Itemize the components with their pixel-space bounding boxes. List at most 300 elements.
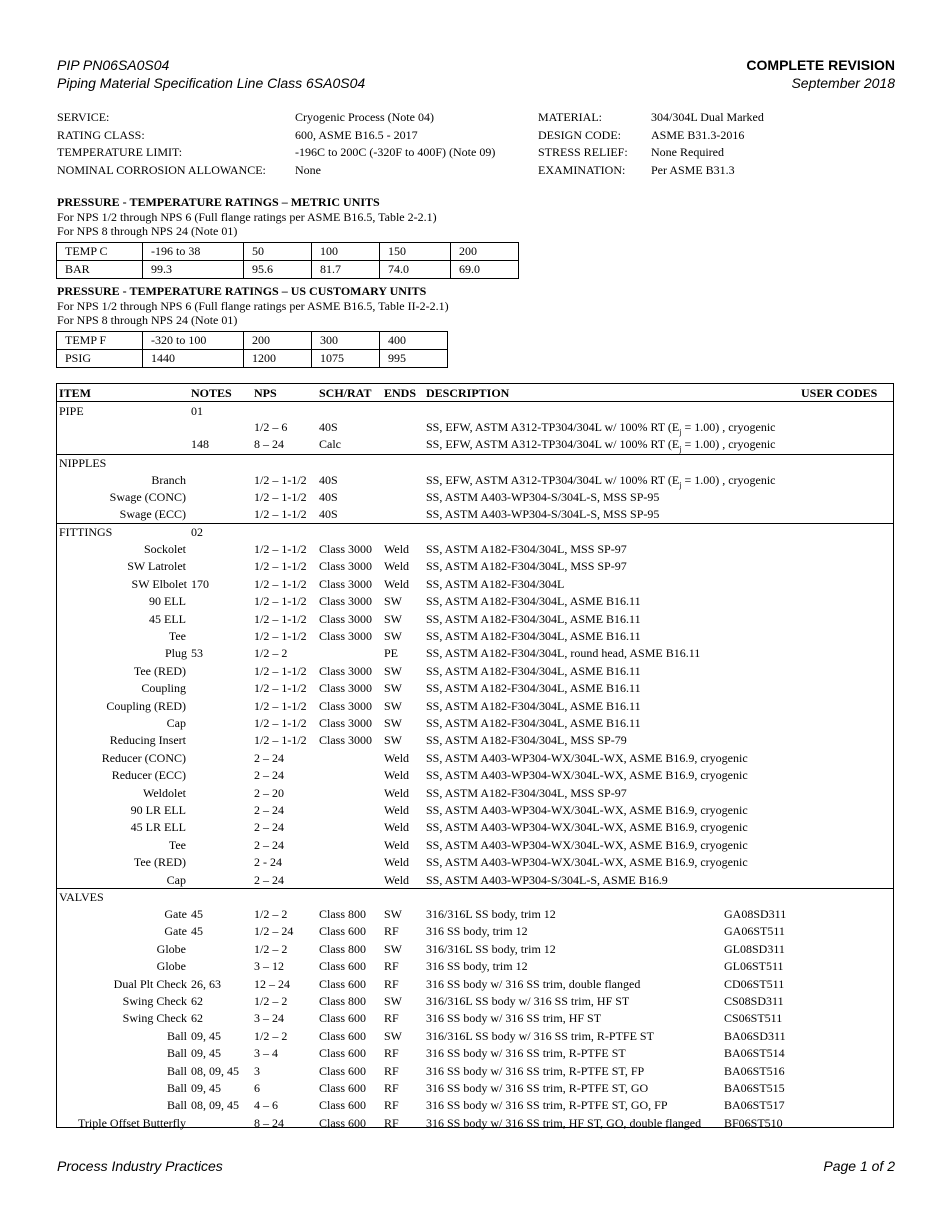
notes-cell: 45 xyxy=(191,907,203,921)
meta-label: TEMPERATURE LIMIT: xyxy=(57,145,183,159)
ends-cell: SW xyxy=(384,663,402,678)
user-code-cell: CS08SD311 xyxy=(724,994,784,1008)
sch-cell: Class 600 xyxy=(319,1011,367,1026)
item-cell: Ball xyxy=(167,1028,187,1043)
metric-title: PRESSURE - TEMPERATURE RATINGS – METRIC UNITS xyxy=(57,195,380,209)
meta-value: Per ASME B31.3 xyxy=(651,162,735,177)
desc-text: = 1.00) , cryogenic xyxy=(681,473,776,487)
group-label: VALVES xyxy=(59,890,104,904)
table-row xyxy=(57,576,893,593)
nps-cell: 2 – 24 xyxy=(254,803,284,817)
user-code-cell: GA06ST511 xyxy=(724,924,785,939)
meta-label: NOMINAL CORROSION ALLOWANCE: xyxy=(57,162,266,177)
table-row xyxy=(57,611,893,628)
item-cell: Reducer (ECC) xyxy=(111,768,186,783)
ends-cell: RF xyxy=(384,1081,399,1095)
ends-cell: SW xyxy=(384,1028,402,1043)
us-pressure-row xyxy=(57,350,448,368)
nps-cell: 3 – 24 xyxy=(254,1011,284,1026)
nps-cell: 1/2 – 24 xyxy=(254,924,294,939)
metric-pressure-row xyxy=(57,261,519,279)
description-cell: SS, ASTM A182-F304/304L, ASME B16.11 xyxy=(426,698,641,713)
desc-subscript: j xyxy=(679,480,682,490)
ends-cell: RF xyxy=(384,1063,399,1078)
ends-cell: Weld xyxy=(384,785,410,800)
meta-value: None Required xyxy=(651,145,724,159)
table-cell: TEMP F xyxy=(57,332,143,350)
ends-cell: SW xyxy=(384,629,402,643)
description-cell: 316 SS body w/ 316 SS trim, HF ST, GO, double flanged xyxy=(426,1115,702,1130)
revision: COMPLETE REVISION xyxy=(746,57,895,73)
nps-cell: 1/2 – 1-1/2 xyxy=(254,576,307,591)
table-row xyxy=(57,593,893,610)
item-cell: Weldolet xyxy=(142,785,186,800)
user-code-cell: GL06ST511 xyxy=(724,959,784,974)
description-cell: SS, ASTM A403-WP304-WX/304L-WX, ASME B16.9, cryogenic xyxy=(426,820,748,835)
table-row xyxy=(57,1028,893,1045)
ends-cell: RF xyxy=(384,976,399,991)
doc-id: PIP PN06SA0S04 xyxy=(57,57,170,73)
meta-label: DESIGN CODE: xyxy=(538,127,621,142)
valves-group xyxy=(57,889,893,1130)
table-row xyxy=(57,732,893,749)
description-cell: SS, ASTM A182-F304/304L, round head, ASME B16.11 xyxy=(426,646,701,661)
ends-cell: Weld xyxy=(384,872,410,887)
table-row xyxy=(57,1010,893,1027)
meta-label: SERVICE: xyxy=(57,110,110,124)
sch-cell: Class 600 xyxy=(319,1046,367,1061)
nps-cell: 2 – 24 xyxy=(254,872,284,887)
table-cell: 1075 xyxy=(312,350,380,368)
description-cell: SS, ASTM A182-F304/304L, MSS SP-97 xyxy=(426,785,627,800)
meta-right-values xyxy=(651,109,851,179)
notes-cell: 09, 45 xyxy=(191,1028,221,1043)
table-row xyxy=(57,698,893,715)
sch-cell: Class 3000 xyxy=(319,542,373,556)
us-line1: For NPS 1/2 through NPS 6 (Full flange ratings per ASME B16.5, Table II-2-2.1) xyxy=(57,299,449,313)
sch-cell: Class 800 xyxy=(319,907,367,921)
item-cell: Sockolet xyxy=(144,542,186,556)
table-row xyxy=(57,923,893,940)
table-cell: 95.6 xyxy=(244,261,312,279)
ends-cell: SW xyxy=(384,941,402,956)
table-row xyxy=(57,419,893,436)
nps-cell: 1/2 – 1-1/2 xyxy=(254,611,307,626)
desc-subscript: j xyxy=(679,427,682,437)
sch-cell: Class 3000 xyxy=(319,629,373,643)
description-cell: 316 SS body w/ 316 SS trim, R-PTFE ST, GO, FP xyxy=(426,1098,668,1113)
item-cell: Ball xyxy=(167,1063,187,1078)
description-cell: SS, ASTM A403-WP304-WX/304L-WX, ASME B16.9, cryogenic xyxy=(426,837,748,852)
item-cell: Swage (CONC) xyxy=(109,490,186,504)
sch-cell: Calc xyxy=(319,437,341,451)
ends-cell: RF xyxy=(384,1098,399,1113)
item-cell: Branch xyxy=(151,473,186,487)
sch-cell: Class 600 xyxy=(319,976,367,991)
table-row xyxy=(57,1097,893,1114)
doc-title: Piping Material Specification Line Class 6SA0S04 xyxy=(57,75,366,91)
table-row xyxy=(57,837,893,854)
description-cell: SS, ASTM A182-F304/304L, ASME B16.11 xyxy=(426,629,641,643)
notes-cell: 08, 09, 45 xyxy=(191,1063,239,1078)
nps-cell: 2 – 24 xyxy=(254,768,284,783)
ends-cell: SW xyxy=(384,733,402,748)
user-code-cell: GL08SD311 xyxy=(724,941,785,956)
nps-cell: 2 - 24 xyxy=(254,855,282,870)
table-row xyxy=(57,1063,893,1080)
item-cell: Cap xyxy=(166,716,186,730)
nps-cell: 1/2 – 1-1/2 xyxy=(254,559,307,574)
item-cell: SW Elbolet xyxy=(131,576,187,591)
table-cell: 1200 xyxy=(244,350,312,368)
header-description: DESCRIPTION xyxy=(426,386,510,400)
table-row xyxy=(57,767,893,784)
sch-cell: Class 600 xyxy=(319,1098,367,1113)
metric-rating-table xyxy=(56,242,519,279)
metric-line2: For NPS 8 through NPS 24 (Note 01) xyxy=(57,224,238,238)
notes-cell: 09, 45 xyxy=(191,1081,221,1095)
sch-cell: Class 600 xyxy=(319,959,367,974)
ends-cell: Weld xyxy=(384,768,410,783)
table-row xyxy=(57,976,893,993)
ends-cell: Weld xyxy=(384,855,410,870)
description-cell xyxy=(426,419,776,436)
ends-cell: Weld xyxy=(384,803,410,817)
description-cell: SS, ASTM A403-WP304-WX/304L-WX, ASME B16.9, cryogenic xyxy=(426,768,748,783)
table-cell: 81.7 xyxy=(312,261,380,279)
user-code-cell: BA06ST515 xyxy=(724,1081,785,1095)
nps-cell: 1/2 – 1-1/2 xyxy=(254,542,307,556)
table-cell: -196 to 38 xyxy=(143,243,244,261)
table-cell: -320 to 100 xyxy=(143,332,244,350)
nps-cell: 3 xyxy=(254,1063,260,1078)
description-cell: SS, ASTM A182-F304/304L, ASME B16.11 xyxy=(426,681,641,696)
sch-cell: 40S xyxy=(319,507,338,521)
us-title: PRESSURE - TEMPERATURE RATINGS – US CUSTOMARY UNITS xyxy=(57,284,427,298)
footer-right: Page 1 of 2 xyxy=(823,1158,895,1174)
table-row xyxy=(57,680,893,697)
sch-cell: Class 3000 xyxy=(319,594,373,609)
pipe-group xyxy=(57,402,893,455)
item-cell: Plug xyxy=(164,646,187,661)
notes-cell: 45 xyxy=(191,924,203,939)
item-cell: Ball xyxy=(167,1046,187,1061)
nps-cell: 1/2 – 1-1/2 xyxy=(254,698,307,713)
date: September 2018 xyxy=(791,75,895,91)
table-header xyxy=(57,384,893,402)
nps-cell: 2 – 24 xyxy=(254,820,284,835)
meta-left-labels xyxy=(57,109,297,179)
ends-cell: Weld xyxy=(384,750,410,765)
nps-cell: 1/2 – 2 xyxy=(254,907,288,921)
header-user-codes: USER CODES xyxy=(801,386,878,400)
nps-cell: 1/2 – 1-1/2 xyxy=(254,594,307,609)
user-code-cell: BA06ST516 xyxy=(724,1063,785,1078)
sch-cell: Class 3000 xyxy=(319,559,373,574)
sch-cell: Class 3000 xyxy=(319,681,373,696)
desc-text: = 1.00) , cryogenic xyxy=(681,420,776,434)
table-row xyxy=(57,628,893,645)
nps-cell: 2 – 24 xyxy=(254,837,284,852)
ends-cell: Weld xyxy=(384,559,410,574)
ends-cell: RF xyxy=(384,1115,399,1130)
meta-label: RATING CLASS: xyxy=(57,127,145,142)
user-code-cell: GA08SD311 xyxy=(724,907,787,921)
nps-cell: 1/2 – 1-1/2 xyxy=(254,473,307,487)
ends-cell: SW xyxy=(384,681,402,696)
nps-cell: 1/2 – 1-1/2 xyxy=(254,490,307,504)
ends-cell: Weld xyxy=(384,576,410,591)
meta-label: MATERIAL: xyxy=(538,110,602,124)
nps-cell: 12 – 24 xyxy=(254,976,290,991)
ends-cell: Weld xyxy=(384,820,410,835)
description-cell: SS, ASTM A182-F304/304L, ASME B16.11 xyxy=(426,716,641,730)
description-cell: 316/316L SS body, trim 12 xyxy=(426,941,556,956)
desc-subscript: j xyxy=(679,444,682,454)
us-temp-row xyxy=(57,332,448,350)
group-label: NIPPLES xyxy=(59,456,107,470)
table-row xyxy=(57,541,893,558)
header-notes: NOTES xyxy=(191,386,232,400)
table-cell: 200 xyxy=(451,243,519,261)
sch-cell: 40S xyxy=(319,420,338,434)
description-cell: SS, ASTM A403-WP304-S/304L-S, ASME B16.9 xyxy=(426,872,668,887)
ends-cell: SW xyxy=(384,611,402,626)
item-cell: Coupling xyxy=(141,681,186,696)
table-cell: 1440 xyxy=(143,350,244,368)
table-row xyxy=(57,941,893,958)
ends-cell: SW xyxy=(384,907,402,921)
item-cell: SW Latrolet xyxy=(127,559,186,574)
user-code-cell: CD06ST511 xyxy=(724,976,785,991)
nps-cell: 2 – 24 xyxy=(254,750,284,765)
ends-cell: SW xyxy=(384,994,402,1008)
nps-cell: 4 – 6 xyxy=(254,1098,278,1113)
table-row xyxy=(57,506,893,523)
table-row xyxy=(57,802,893,819)
item-cell: Gate xyxy=(164,907,187,921)
nps-cell: 1/2 – 1-1/2 xyxy=(254,507,307,521)
user-code-cell: BA06SD311 xyxy=(724,1028,786,1043)
meta-value: ASME B31.3-2016 xyxy=(651,127,745,142)
sch-cell: Class 3000 xyxy=(319,576,373,591)
nps-cell: 1/2 – 6 xyxy=(254,420,288,434)
nps-cell: 1/2 – 1-1/2 xyxy=(254,716,307,730)
description-cell: 316 SS body w/ 316 SS trim, R-PTFE ST, GO xyxy=(426,1081,649,1095)
meta-value: 600, ASME B16.5 - 2017 xyxy=(295,127,418,142)
ends-cell: SW xyxy=(384,716,402,730)
nps-cell: 1/2 – 2 xyxy=(254,994,288,1008)
description-cell: 316/316L SS body w/ 316 SS trim, R-PTFE ST xyxy=(426,1028,654,1043)
notes-cell: 26, 63 xyxy=(191,976,221,991)
notes-cell: 170 xyxy=(191,576,209,591)
notes-cell: 53 xyxy=(191,646,203,661)
item-cell: Globe xyxy=(156,941,186,956)
table-row xyxy=(57,750,893,767)
description-cell: SS, ASTM A182-F304/304L, ASME B16.11 xyxy=(426,594,641,609)
item-cell: Swing Check xyxy=(122,994,187,1008)
item-cell: Ball xyxy=(167,1081,187,1095)
item-cell: Swing Check xyxy=(122,1011,187,1026)
group-notes: 01 xyxy=(191,404,203,418)
item-cell: Tee (RED) xyxy=(133,855,186,870)
metric-line1: For NPS 1/2 through NPS 6 (Full flange ratings per ASME B16.5, Table 2-2.1) xyxy=(57,210,437,224)
table-cell: 300 xyxy=(312,332,380,350)
fittings-group xyxy=(57,524,893,889)
table-row xyxy=(57,645,893,662)
meta-right-labels xyxy=(538,109,648,179)
description-cell: 316 SS body, trim 12 xyxy=(426,924,528,939)
desc-text: SS, EFW, ASTM A312-TP304/304L w/ 100% RT (E xyxy=(426,420,680,434)
table-cell: 200 xyxy=(244,332,312,350)
description-cell: 316 SS body w/ 316 SS trim, double flanged xyxy=(426,976,641,991)
ends-cell: Weld xyxy=(384,837,410,852)
table-row xyxy=(57,785,893,802)
nps-cell: 1/2 – 1-1/2 xyxy=(254,663,307,678)
meta-label: STRESS RELIEF: xyxy=(538,145,628,159)
notes-cell: 62 xyxy=(191,1011,203,1026)
table-row xyxy=(57,1080,893,1097)
desc-text: = 1.00) , cryogenic xyxy=(681,437,776,451)
meta-value: Cryogenic Process (Note 04) xyxy=(295,110,434,124)
description-cell: 316 SS body w/ 316 SS trim, HF ST xyxy=(426,1011,602,1026)
table-row xyxy=(57,436,893,453)
meta-label: EXAMINATION: xyxy=(538,162,626,177)
sch-cell: 40S xyxy=(319,473,338,487)
sch-cell: Class 3000 xyxy=(319,663,373,678)
table-row xyxy=(57,854,893,871)
ends-cell: RF xyxy=(384,959,399,974)
item-cell: Reducer (CONC) xyxy=(101,750,186,765)
item-cell: Gate xyxy=(164,924,187,939)
material-table xyxy=(56,383,894,1128)
table-row xyxy=(57,906,893,923)
nps-cell: 8 – 24 xyxy=(254,1115,284,1130)
notes-cell: 62 xyxy=(191,994,203,1008)
ends-cell: RF xyxy=(384,1046,399,1061)
description-cell: SS, ASTM A182-F304/304L, MSS SP-97 xyxy=(426,542,627,556)
group-label: PIPE xyxy=(59,404,84,418)
ends-cell: SW xyxy=(384,594,402,609)
footer-left: Process Industry Practices xyxy=(57,1158,223,1174)
item-cell: Globe xyxy=(156,959,186,974)
ends-cell: Weld xyxy=(384,542,410,556)
nps-cell: 1/2 – 2 xyxy=(254,646,288,661)
item-cell: Ball xyxy=(167,1098,187,1113)
header-schrat: SCH/RAT xyxy=(319,386,372,400)
table-cell: 69.0 xyxy=(451,261,519,279)
table-cell: 150 xyxy=(380,243,451,261)
user-code-cell: BF06ST510 xyxy=(724,1115,783,1130)
sch-cell: Class 3000 xyxy=(319,611,373,626)
nps-cell: 1/2 – 2 xyxy=(254,941,288,956)
table-cell: 50 xyxy=(244,243,312,261)
item-cell: Swage (ECC) xyxy=(119,507,186,521)
notes-cell: 08, 09, 45 xyxy=(191,1098,239,1113)
us-rating-table xyxy=(56,331,448,368)
nipples-group xyxy=(57,455,893,524)
description-cell xyxy=(426,472,776,489)
table-row xyxy=(57,558,893,575)
table-cell: 74.0 xyxy=(380,261,451,279)
description-cell: SS, ASTM A403-WP304-WX/304L-WX, ASME B16.9, cryogenic xyxy=(426,750,748,765)
sch-cell: Class 600 xyxy=(319,1081,367,1095)
nps-cell: 1/2 – 1-1/2 xyxy=(254,681,307,696)
ends-cell: SW xyxy=(384,698,402,713)
desc-text: SS, EFW, ASTM A312-TP304/304L w/ 100% RT (E xyxy=(426,473,680,487)
header-nps: NPS xyxy=(254,386,277,400)
item-cell: 90 ELL xyxy=(149,594,186,609)
nps-cell: 1/2 – 1-1/2 xyxy=(254,629,307,643)
table-row xyxy=(57,819,893,836)
table-row xyxy=(57,993,893,1010)
description-cell: SS, ASTM A182-F304/304L, ASME B16.11 xyxy=(426,611,641,626)
table-cell: 995 xyxy=(380,350,448,368)
sch-cell: Class 600 xyxy=(319,1063,367,1078)
description-cell: 316/316L SS body w/ 316 SS trim, HF ST xyxy=(426,994,630,1008)
item-cell: Tee (RED) xyxy=(133,663,186,678)
notes-cell: 09, 45 xyxy=(191,1046,221,1061)
description-cell: 316 SS body, trim 12 xyxy=(426,959,528,974)
item-cell: 90 LR ELL xyxy=(130,803,186,817)
sch-cell: Class 800 xyxy=(319,994,367,1008)
nps-cell: 6 xyxy=(254,1081,260,1095)
item-cell: Tee xyxy=(168,837,186,852)
item-cell: Coupling (RED) xyxy=(106,698,186,713)
item-cell: 45 LR ELL xyxy=(130,820,186,835)
nps-cell: 2 – 20 xyxy=(254,785,284,800)
nps-cell: 1/2 – 1-1/2 xyxy=(254,733,307,748)
description-cell: SS, ASTM A403-WP304-WX/304L-WX, ASME B16.9, cryogenic xyxy=(426,803,748,817)
meta-value: None xyxy=(295,162,321,177)
metric-temp-row xyxy=(57,243,519,261)
nps-cell: 3 – 12 xyxy=(254,959,284,974)
description-cell: SS, ASTM A403-WP304-S/304L-S, MSS SP-95 xyxy=(426,490,660,504)
meta-value: -196C to 200C (-320F to 400F) (Note 09) xyxy=(295,145,496,159)
sch-cell: Class 3000 xyxy=(319,716,373,730)
group-label: FITTINGS xyxy=(59,525,113,539)
table-cell: TEMP C xyxy=(57,243,143,261)
table-row xyxy=(57,1045,893,1062)
description-cell: SS, ASTM A182-F304/304L, ASME B16.11 xyxy=(426,663,641,678)
sch-cell: Class 600 xyxy=(319,1028,367,1043)
description-cell: SS, ASTM A182-F304/304L xyxy=(426,576,565,591)
ends-cell: RF xyxy=(384,924,399,939)
sch-cell: Class 3000 xyxy=(319,733,373,748)
description-cell: SS, ASTM A182-F304/304L, MSS SP-97 xyxy=(426,559,627,574)
item-cell: Triple Offset Butterfly xyxy=(78,1115,186,1130)
group-notes: 02 xyxy=(191,525,203,539)
description-cell: 316 SS body w/ 316 SS trim, R-PTFE ST xyxy=(426,1046,626,1061)
user-code-cell: BA06ST514 xyxy=(724,1046,785,1061)
description-cell xyxy=(426,436,776,453)
us-line2: For NPS 8 through NPS 24 (Note 01) xyxy=(57,313,238,327)
sch-cell: Class 800 xyxy=(319,941,367,956)
description-cell: SS, ASTM A182-F304/304L, MSS SP-79 xyxy=(426,733,627,748)
ends-cell: RF xyxy=(384,1011,399,1026)
description-cell: SS, ASTM A403-WP304-WX/304L-WX, ASME B16.9, cryogenic xyxy=(426,855,748,870)
header-item: ITEM xyxy=(59,386,92,400)
user-code-cell: BA06ST517 xyxy=(724,1098,785,1113)
sch-cell: 40S xyxy=(319,490,338,504)
user-code-cell: CS06ST511 xyxy=(724,1011,783,1026)
ends-cell: PE xyxy=(384,646,399,661)
table-cell: 100 xyxy=(312,243,380,261)
nps-cell: 8 – 24 xyxy=(254,437,284,451)
table-cell: 99.3 xyxy=(143,261,244,279)
sch-cell: Class 600 xyxy=(319,1115,367,1130)
table-row xyxy=(57,1115,893,1132)
